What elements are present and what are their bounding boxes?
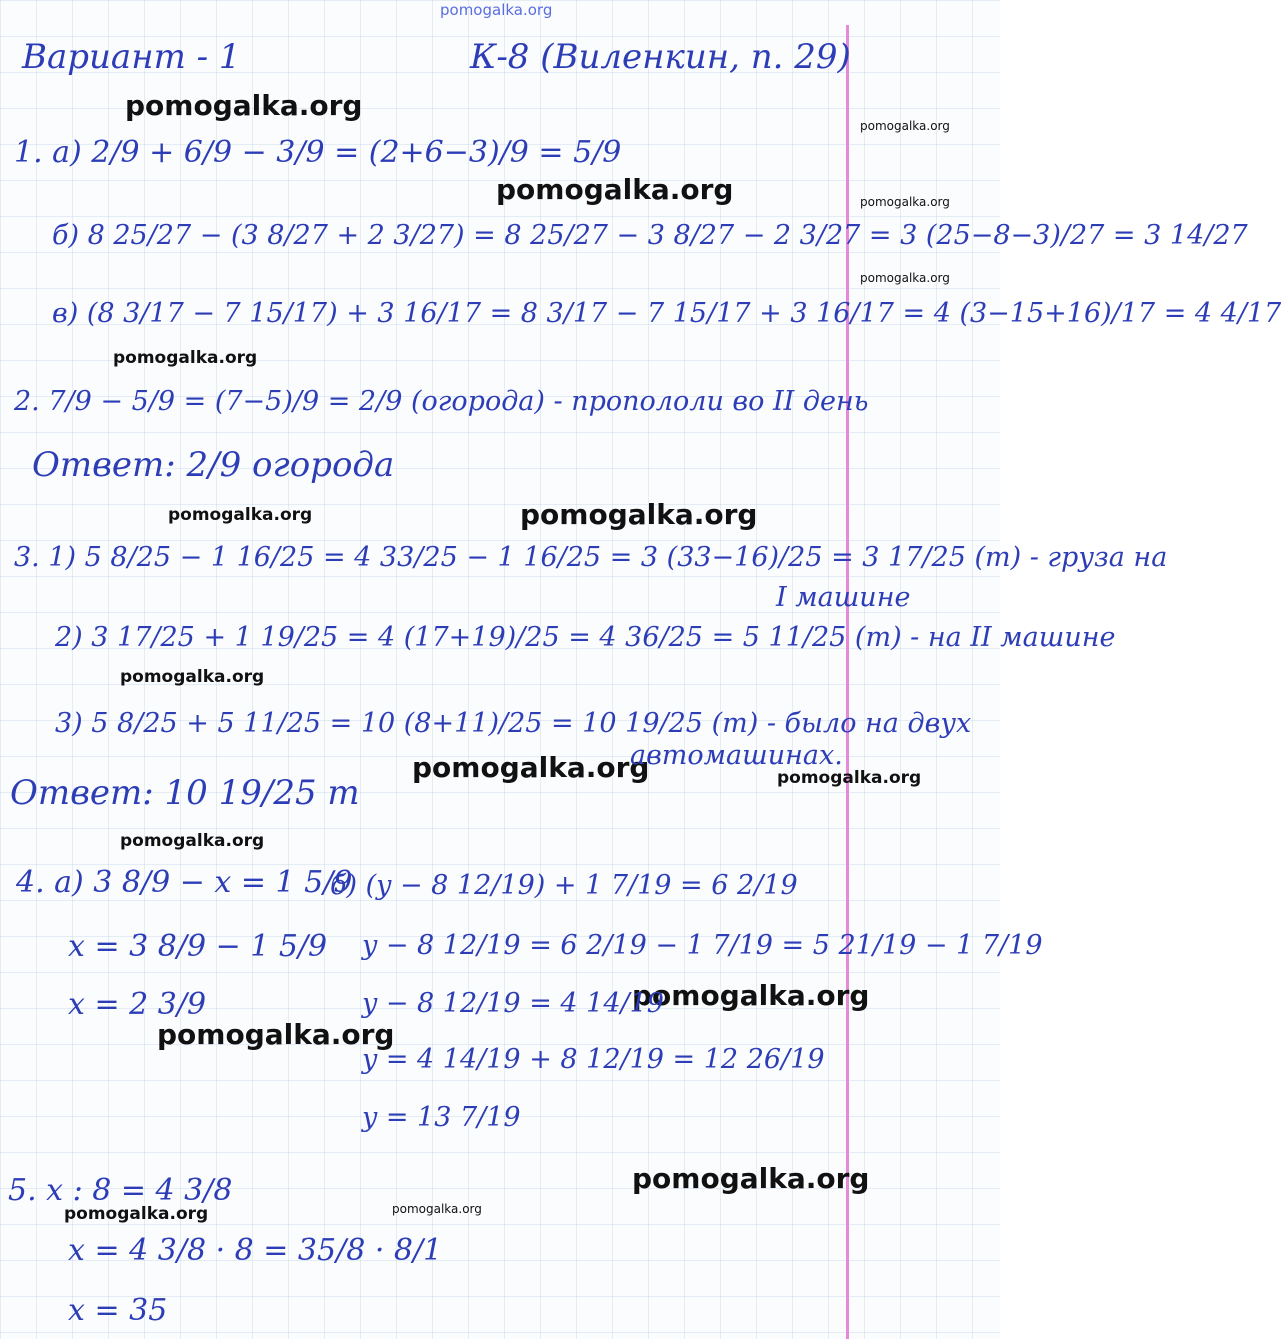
watermark-top: pomogalka.org	[440, 1, 553, 19]
watermark: pomogalka.org	[120, 831, 265, 851]
watermark: pomogalka.org	[860, 119, 950, 133]
task4-b-step3: y = 4 14/19 + 8 12/19 = 12 26/19	[362, 1044, 825, 1075]
task5-result: x = 35	[68, 1293, 168, 1328]
task4-b-result: y = 13 7/19	[362, 1102, 521, 1133]
task3-step3-cont: автомашинах.	[630, 740, 843, 771]
watermark: pomogalka.org	[392, 1202, 482, 1216]
watermark: pomogalka.org	[168, 505, 313, 525]
watermark: pomogalka.org	[632, 1162, 870, 1195]
task4-b-step2: y − 8 12/19 = 4 14/19	[362, 988, 664, 1019]
task2-answer: Ответ: 2/9 огорода	[32, 445, 395, 485]
task1-b: б) 8 25/27 − (3 8/27 + 2 3/27) = 8 25/27 − 3 8/27 − 2 3/27 = 3 (25−8−3)/27 = 3 14/27	[52, 220, 1248, 251]
task2-solution: 2. 7/9 − 5/9 = (7−5)/9 = 2/9 (огорода) - пропололи во II день	[14, 386, 869, 417]
watermark: pomogalka.org	[860, 271, 950, 285]
task4-a-step: x = 3 8/9 − 1 5/9	[68, 929, 328, 964]
watermark: pomogalka.org	[125, 89, 363, 122]
task3-answer: Ответ: 10 19/25 т	[10, 773, 360, 813]
task1-a: 1. а) 2/9 + 6/9 − 3/9 = (2+6−3)/9 = 5/9	[14, 135, 622, 170]
work-heading: К-8 (Виленкин, п. 29)	[470, 37, 851, 77]
watermark: pomogalka.org	[113, 348, 258, 368]
task3-step3: 3) 5 8/25 + 5 11/25 = 10 (8+11)/25 = 10 19/25 (т) - было на двух	[55, 708, 972, 739]
task4-b-equation: б) (y − 8 12/19) + 1 7/19 = 6 2/19	[330, 870, 798, 901]
watermark: pomogalka.org	[64, 1204, 209, 1224]
task5-step: x = 4 3/8 · 8 = 35/8 · 8/1	[68, 1233, 443, 1268]
variant-heading: Вариант - 1	[22, 37, 241, 77]
watermark: pomogalka.org	[520, 498, 758, 531]
task3-step1-cont: I машине	[776, 582, 911, 613]
watermark: pomogalka.org	[157, 1018, 395, 1051]
watermark: pomogalka.org	[496, 173, 734, 206]
watermark: pomogalka.org	[860, 195, 950, 209]
watermark: pomogalka.org	[632, 979, 870, 1012]
task1-v: в) (8 3/17 − 7 15/17) + 3 16/17 = 8 3/17 − 7 15/17 + 3 16/17 = 4 (3−15+16)/17 = 4 4/17	[52, 298, 1281, 329]
task3-step2: 2) 3 17/25 + 1 19/25 = 4 (17+19)/25 = 4 36/25 = 5 11/25 (т) - на II машине	[55, 622, 1116, 653]
watermark: pomogalka.org	[412, 751, 650, 784]
task4-a-equation: 4. а) 3 8/9 − x = 1 5/9	[16, 865, 353, 900]
task4-a-result: x = 2 3/9	[68, 987, 207, 1022]
watermark: pomogalka.org	[777, 768, 922, 788]
task5-equation: 5. x : 8 = 4 3/8	[8, 1173, 233, 1208]
watermark: pomogalka.org	[120, 667, 265, 687]
task4-b-step1: y − 8 12/19 = 6 2/19 − 1 7/19 = 5 21/19 − 1 7/19	[362, 930, 1043, 961]
task3-step1: 3. 1) 5 8/25 − 1 16/25 = 4 33/25 − 1 16/25 = 3 (33−16)/25 = 3 17/25 (т) - груза на	[14, 542, 1168, 573]
